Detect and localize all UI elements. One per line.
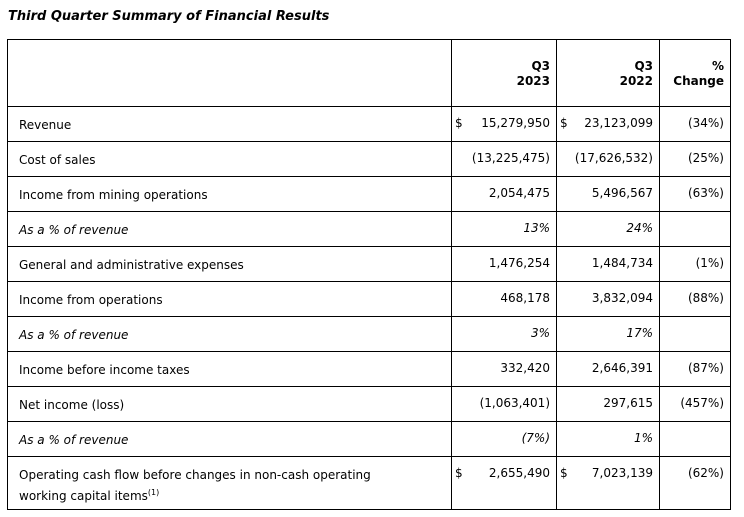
- financial-summary-table: [7, 39, 731, 510]
- value-2023: 468,178: [500, 291, 550, 305]
- table-row: [8, 352, 731, 387]
- value-2022: (17,626,532): [574, 151, 653, 165]
- table-row: [8, 247, 731, 282]
- value-2022: 2,646,391: [591, 361, 653, 375]
- value-2023: 2,054,475: [488, 186, 550, 200]
- value-2023: (7%): [521, 431, 550, 445]
- currency-symbol: $: [560, 466, 568, 480]
- header-change: % Change: [660, 40, 731, 107]
- row-label: Cost of sales: [19, 153, 96, 167]
- row-label: As a % of revenue: [19, 433, 129, 447]
- value-2023: 13%: [523, 221, 550, 235]
- value-2022: 7,023,139: [591, 466, 653, 480]
- value-2022: 17%: [626, 326, 653, 340]
- value-2023: (13,225,475): [471, 151, 550, 165]
- table-row: [8, 107, 731, 142]
- value-2023: 1,476,254: [488, 256, 550, 270]
- currency-symbol: $: [560, 116, 568, 130]
- percent-change: (88%): [687, 291, 724, 305]
- value-2022: 1,484,734: [591, 256, 653, 270]
- value-2022: 297,615: [603, 396, 653, 410]
- value-2023: 15,279,950: [481, 116, 550, 130]
- percent-change: (87%): [687, 361, 724, 375]
- percent-change: (25%): [687, 151, 724, 165]
- table-row: [8, 177, 731, 212]
- percent-change: (34%): [687, 116, 724, 130]
- row-label: Income from mining operations: [19, 188, 208, 202]
- table-row: [8, 457, 731, 510]
- value-2023: (1,063,401): [479, 396, 550, 410]
- value-2022: 3,832,094: [591, 291, 653, 305]
- percent-change: (1%): [695, 256, 724, 270]
- table-row: [8, 387, 731, 422]
- row-label: As a % of revenue: [19, 223, 129, 237]
- table-row: [8, 212, 731, 247]
- percent-change: (457%): [680, 396, 724, 410]
- value-2022: 5,496,567: [591, 186, 653, 200]
- percent-change: [660, 317, 730, 326]
- row-label: Income before income taxes: [19, 363, 190, 377]
- row-label: Net income (loss): [19, 398, 125, 412]
- row-label: Revenue: [19, 118, 72, 132]
- row-label: As a % of revenue: [19, 328, 129, 342]
- value-2023: 3%: [530, 326, 550, 340]
- row-label: General and administrative expenses: [19, 258, 244, 272]
- percent-change: [660, 422, 730, 431]
- table-row: [8, 282, 731, 317]
- header-q3-2023: Q3 2023: [452, 40, 557, 107]
- value-2023: 2,655,490: [488, 466, 550, 480]
- header-blank: [8, 40, 452, 107]
- currency-symbol: $: [455, 116, 463, 130]
- value-2023: 332,420: [500, 361, 550, 375]
- table-row: [8, 142, 731, 177]
- value-2022: 23,123,099: [584, 116, 653, 130]
- currency-symbol: $: [455, 466, 463, 480]
- percent-change: [660, 212, 730, 221]
- percent-change: (63%): [687, 186, 724, 200]
- table-header-row: [8, 40, 731, 107]
- value-2022: 1%: [633, 431, 653, 445]
- percent-change: (62%): [687, 466, 724, 480]
- row-label: Income from operations: [19, 293, 163, 307]
- footnote-marker: (1): [147, 488, 160, 497]
- page-title: Third Quarter Summary of Financial Results: [8, 9, 330, 24]
- table-row: [8, 422, 731, 457]
- header-q3-2022: Q3 2022: [557, 40, 660, 107]
- value-2022: 24%: [626, 221, 653, 235]
- row-label: Operating cash flow before changes in non-cash operating working capital items$^{(1)}$: [19, 468, 371, 503]
- table-row: [8, 317, 731, 352]
